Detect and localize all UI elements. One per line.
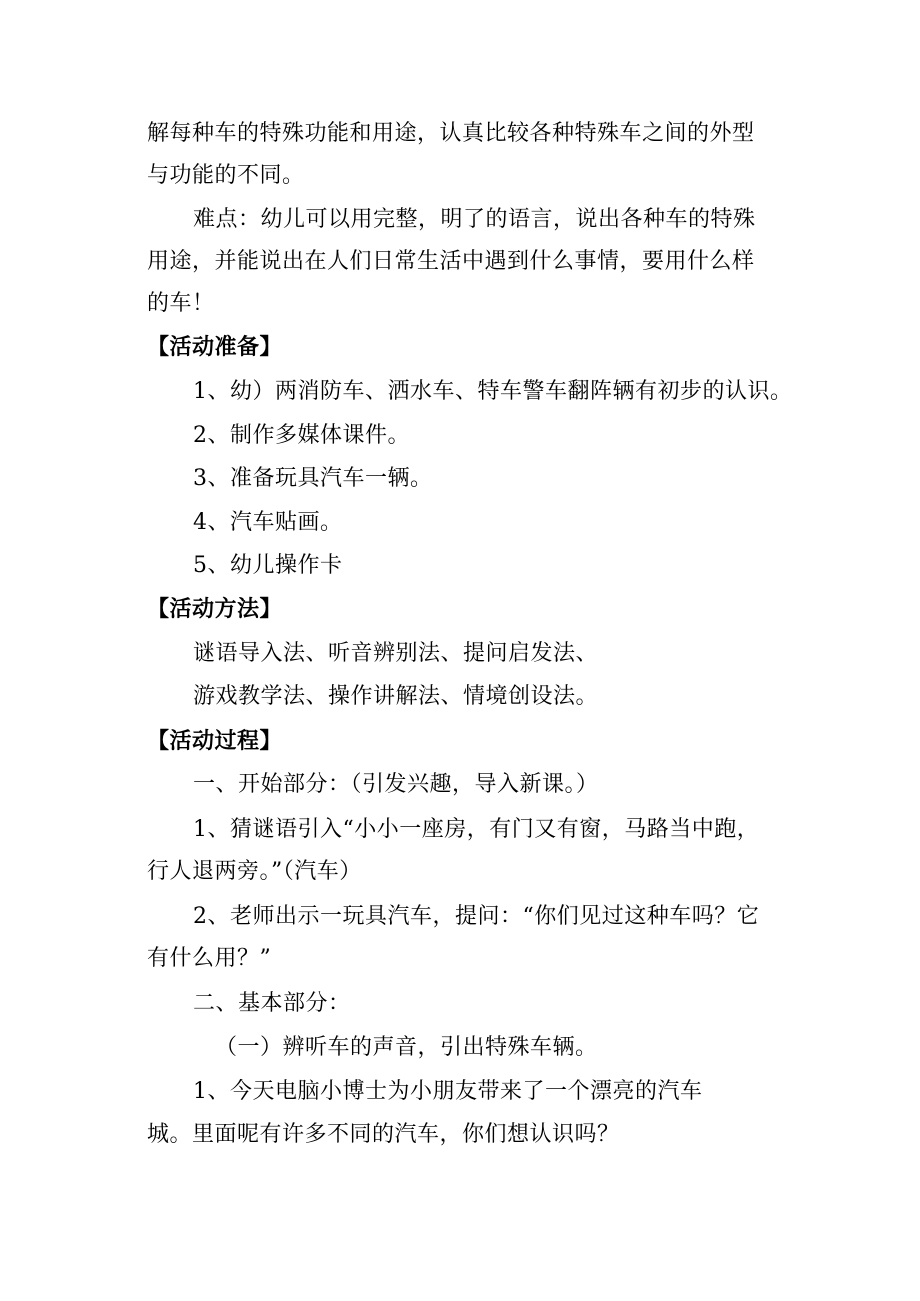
- paragraph-line: 二、基本部分：: [193, 991, 351, 1016]
- section-heading-process: 【活动过程】: [147, 729, 283, 754]
- paragraph-line: 游戏教学法、操作讲解法、情境创设法。: [193, 684, 599, 709]
- list-item: 5、幼儿操作卡: [193, 553, 343, 578]
- paragraph-line: 2、老师出示一玩具汽车，提问：“你们见过这种车吗？它: [193, 904, 760, 929]
- paragraph-line: 1、今天电脑小博士为小朋友带来了一个漂亮的汽车: [193, 1079, 703, 1104]
- paragraph-line: 难点：幼儿可以用完整，明了的语言，说出各种车的特殊: [193, 207, 756, 232]
- paragraph-line: 与功能的不同。: [147, 163, 305, 188]
- list-item: 3、准备玩具汽车一辆。: [193, 466, 433, 491]
- section-heading-preparation: 【活动准备】: [147, 335, 283, 360]
- section-heading-methods: 【活动方法】: [147, 597, 283, 622]
- paragraph-line: 解每种车的特殊功能和用途，认真比较各种特殊车之间的外型: [147, 121, 755, 146]
- paragraph-line: 的车！: [147, 291, 215, 316]
- list-item: 4、汽车贴画。: [193, 510, 343, 535]
- paragraph-line: 城。里面呢有许多不同的汽车，你们想认识吗？: [147, 1122, 620, 1147]
- paragraph-line: 谜语导入法、听音辨别法、提问启发法、: [193, 641, 599, 666]
- list-item: 1、幼）两消防车、洒水车、特车警车翻阵辆有初步的认识。: [193, 379, 793, 404]
- list-item: 2、制作多媒体课件。: [193, 423, 410, 448]
- paragraph-line: 1、猜谜语引入“小小一座房，有门又有窗，马路当中跑，: [193, 817, 760, 842]
- paragraph-line: 行人退两旁。”（汽车）: [147, 859, 362, 884]
- paragraph-line: 用途，并能说出在人们日常生活中遇到什么事情，要用什么样: [147, 249, 755, 274]
- paragraph-line: 有什么用？”: [147, 946, 272, 971]
- paragraph-line: 一、开始部分：（引发兴趣，导入新课。）: [193, 772, 599, 797]
- paragraph-line: （一）辨听车的声音，引出特殊车辆。: [215, 1035, 598, 1060]
